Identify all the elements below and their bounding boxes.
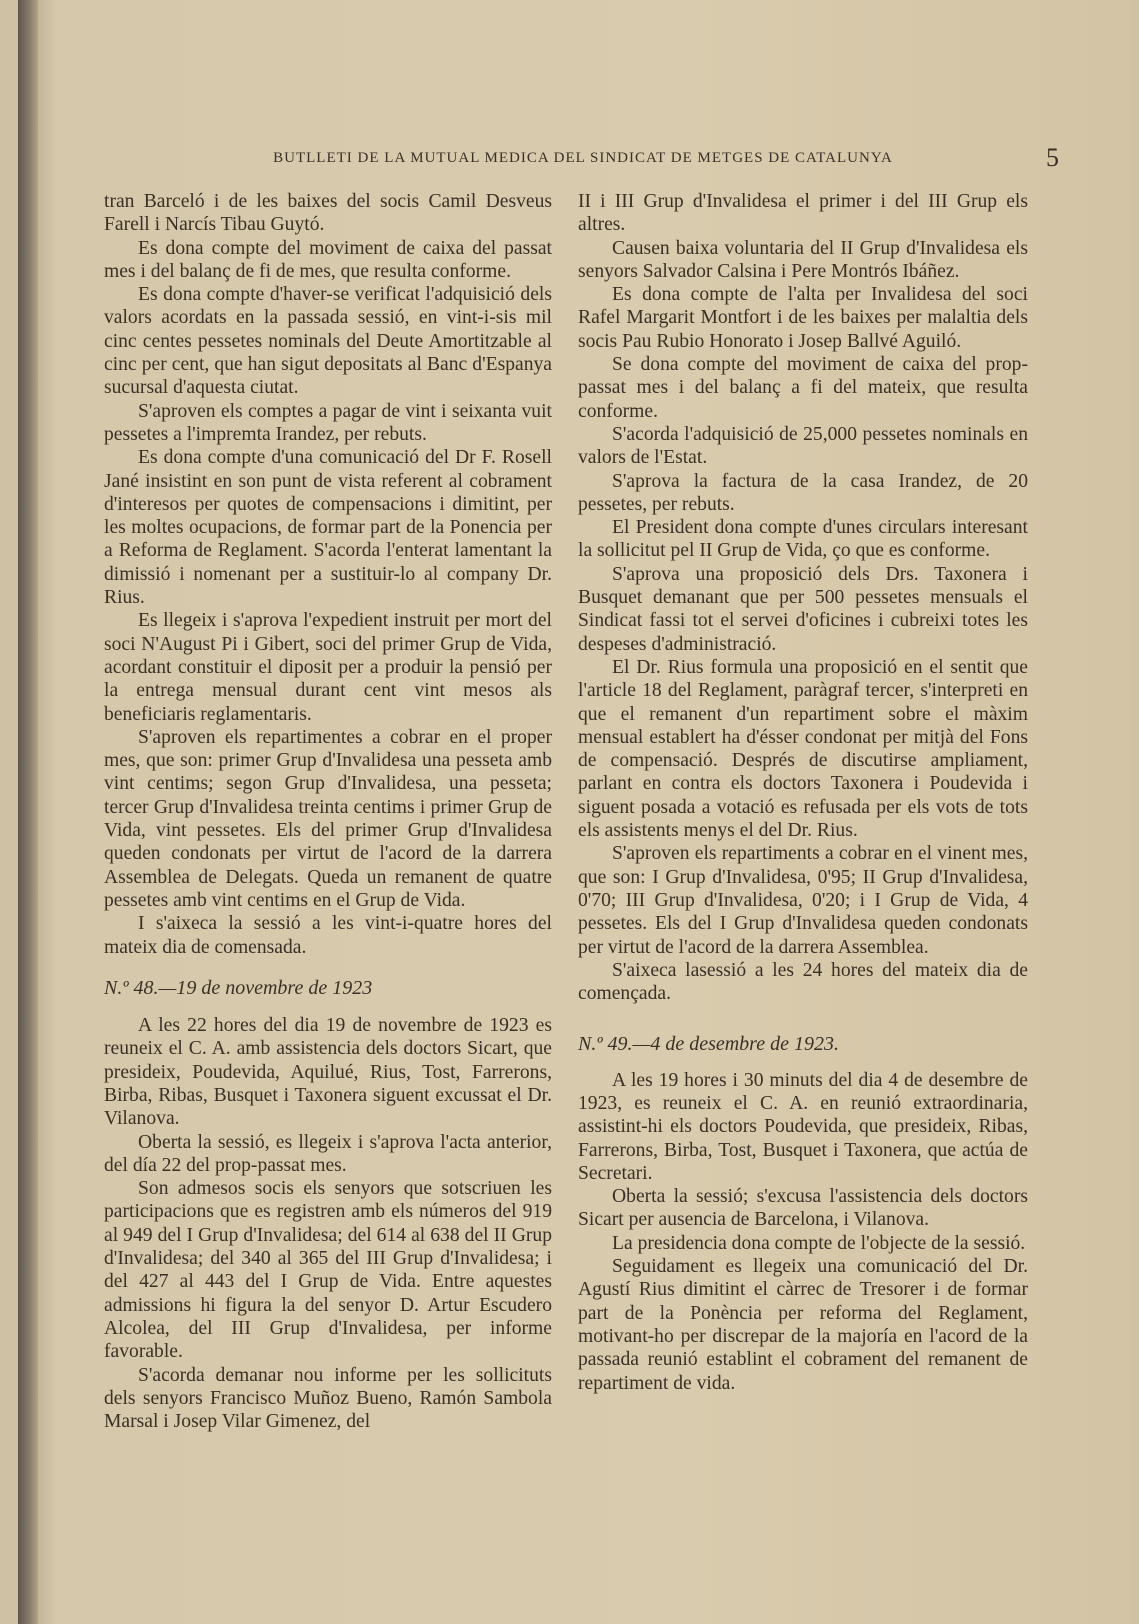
paragraph: S'acorda l'adquisició de 25,000 pessetes nominals en valors de l'Estat. (578, 423, 1028, 469)
document-page (18, 0, 1130, 1624)
paragraph: El Dr. Rius formula una proposició en el sentit que l'article 18 del Reglament, paràgraf tercer, s'interpreti en que el remanent d'un repartiment sobre el màxim mensual establert ha d'ésser condonat per mitjà del Fons de compensació. Després de discutirse ampliament, parlant en contra els doctors Taxonera i Poudevida i siguent posada a votació es refusada per els vots de tots els assistents menys el del Dr. Rius. (578, 656, 1028, 842)
paragraph: S'aprova la factura de la casa Irandez, de 20 pessetes, per rebuts. (578, 470, 1028, 515)
paragraph: Es dona compte de l'alta per Invalidesa del soci Rafel Margarit Montfort i de les baixes per malaltia dels socis Pau Rubio Honorato i Josep Ballvé Aguiló. (578, 284, 1028, 352)
paragraph: S'aixeca lasessió a les 24 hores del mateix dia de començada. (578, 959, 1028, 1005)
section-heading: N.º 49.—4 de desembre de 1923. (578, 1033, 839, 1056)
paragraph: El President dona compte d'unes circulars interesant la sollicitut pel II Grup de Vida, ço que es conforme. (578, 517, 1028, 562)
paragraph: S'aproven els comptes a pagar de vint i seixanta vuit pessetes a l'impremta Irandez, per rebuts. (104, 400, 552, 445)
paragraph: Es dona compte del moviment de caixa del passat mes i del balanç de fi de mes, que resulta conforme. (104, 237, 552, 282)
paragraph: Oberta la sessió, es llegeix i s'aprova l'acta anterior, del día 22 del prop-passat mes. (104, 1131, 552, 1176)
paragraph: Causen baixa voluntaria del II Grup d'Invalidesa els senyors Salvador Calsina i Pere Montrós Ibáñez. (578, 237, 1028, 282)
paragraph: A les 22 hores del dia 19 de novembre de 1923 es reuneix el C. A. amb assistencia dels doctors Sicart, que presideix, Poudevida, Aquilué, Rius, Tost, Farrerons, Birba, Ribas, Busquet i Taxonera siguent excussat el Dr. Vilanova. (104, 1015, 552, 1130)
paragraph: Se dona compte del moviment de caixa del prop-passat mes i del balanç a fi del mateix, que resulta conforme. (578, 354, 1028, 422)
paragraph: Son admesos socis els senyors que sotscriuen les participacions que es registren amb els números del 919 al 949 del I Grup d'Invalidesa; del 614 al 638 del II Grup d'Invalidesa; del 340 al 365 del III Grup d'Invalidesa; i del 427 al 443 del I Grup de Vida. Entre aquestes admissions hi figura la del senyor D. Artur Escudero Alcolea, del III Grup d'Invalidesa, per informe favorable. (104, 1178, 552, 1363)
paragraph: S'aprova una proposició dels Drs. Taxonera i Busquet demanant que per 500 pessetes mensuals el Sindicat fassi tot el servei d'oficines i cubreixi totes les despeses d'administració. (578, 563, 1028, 655)
section-heading: N.º 48.—19 de novembre de 1923 (104, 976, 373, 999)
running-head: BUTLLETI DE LA MUTUAL MEDICA DEL SINDICAT DE METGES DE CATALUNYA (273, 150, 893, 166)
book-gutter (18, 0, 38, 1624)
paragraph: tran Barceló i de les baixes del socis Camil Desveus Farell i Narcís Tibau Guytó. (104, 191, 552, 236)
paragraph: S'aproven els repartimentes a cobrar en el proper mes, que son: primer Grup d'Invalidesa una pesseta amb vint centims; segon Grup d'Invalidesa, una pesseta; tercer Grup d'Invalidesa treinta centims i primer Grup de Vida, vint pessetes. Els del primer Grup d'Invalidesa queden condonats per virtut de l'acord de la darrera Assemblea de Delegats. Queda un remanent de quatre pessetes amb vint centims en el Grup de Vida. (104, 726, 552, 911)
paragraph: La presidencia dona compte de l'objecte de la sessió. (612, 1232, 1026, 1254)
left-column (104, 190, 552, 1433)
paragraph: A les 19 hores i 30 minuts del dia 4 de desembre de 1923, es reuneix el C. A. en reunió extraordinaria, assistint-hi els doctors Poudevida, que presideix, Ribas, Farrerons, Birba, Tost, Busquet i Taxonera, que actúa de Secretari. (578, 1069, 1028, 1184)
paragraph: Oberta la sessió; s'excusa l'assistencia dels doctors Sicart per ausencia de Barcelona, i Vilanova. (578, 1186, 1028, 1231)
right-column (578, 190, 1028, 1395)
paragraph: S'aproven els repartiments a cobrar en el vinent mes, que son: I Grup d'Invalidesa, 0'95; II Grup d'Invalidesa, 0'70; III Grup d'Invalidesa, 0'20; i I Grup de Vida, 4 pessetes. Els del I Grup d'Invalidesa queden condonats per virtut de l'acord de la darrera Assemblea. (578, 843, 1028, 958)
paragraph: Es llegeix i s'aprova l'expedient instruit per mort del soci N'August Pi i Gibert, soci del primer Grup de Vida, acordant constituir el diposit per a produir la pensió per la entrega mensual durant cent vint mesos als beneficiaris reglamentaris. (104, 610, 552, 725)
page-number: 5 (1046, 143, 1059, 172)
paragraph: II i III Grup d'Invalidesa el primer i del III Grup els altres. (578, 191, 1028, 236)
paragraph: I s'aixeca la sessió a les vint-i-quatre hores del mateix dia de comensada. (104, 913, 552, 958)
paragraph: Es dona compte d'haver-se verificat l'adquisició dels valors acordats en la passada sessió, en vint-i-sis mil cinc centes pessetes nominals del Deute Amortitzable al cinc per cent, que han sigut depositats al Banc d'Espanya sucursal d'aquesta ciutat. (104, 284, 552, 399)
paragraph: Seguidament es llegeix una comunicació del Dr. Agustí Rius dimitint el càrrec de Tresorer i de formar part de la Ponència per reforma del Reglament, motivant-ho per discrepar de la majoría en l'acord de la passada reunió establint el cobrament del remanent de repartiment de vida. (578, 1256, 1028, 1394)
paragraph: Es dona compte d'una comunicació del Dr F. Rosell Jané insistint en son punt de vista referent al cobrament d'interesos per quotes de compensacions i dimitint, per les moltes ocupacions, de formar part de la Ponencia per a Reforma de Reglament. S'acorda l'enterat lamentant la dimissió i nomenant per a sustituir-lo al company Dr. Rius. (104, 447, 552, 609)
paragraph: S'acorda demanar nou informe per les sollicituts dels senyors Francisco Muñoz Bueno, Ramón Sambola Marsal i Josep Vilar Gimenez, del (104, 1364, 552, 1433)
